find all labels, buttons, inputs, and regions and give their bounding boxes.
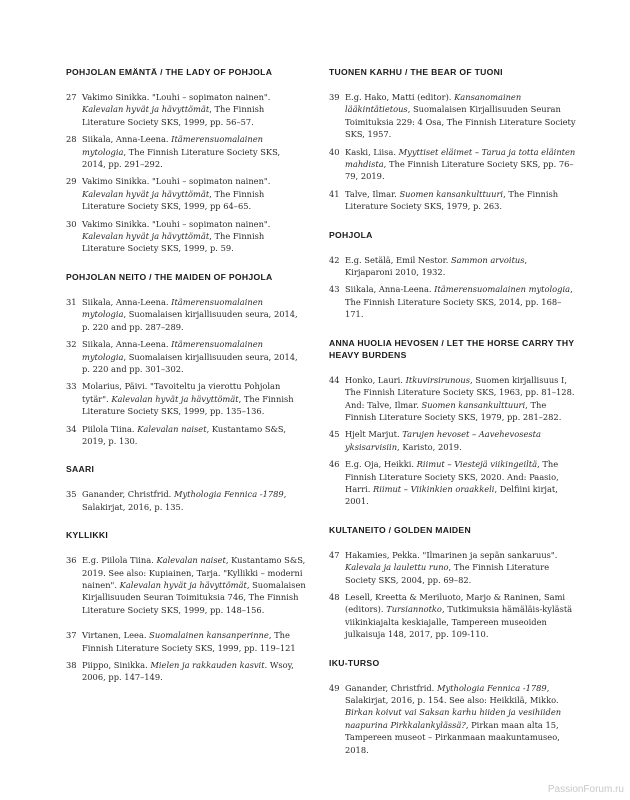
italic-title: Riimut – Viestejä viikingeiltä — [416, 459, 538, 470]
footnote — [66, 488, 306, 513]
citation-text: Lesell, Kreetta & Meriluoto, Marjo & Raninen, Sami (editors). — [345, 591, 566, 615]
citation-text: . Wsoy, 2006, pp. 147–149. — [82, 660, 294, 683]
section-heading: POHJOLAN NEITO / THE MAIDEN OF POHJOLA — [66, 271, 273, 282]
citation-text: E.g. Hako, Matti (editor). — [345, 92, 455, 102]
footnote — [66, 133, 306, 170]
italic-title: Tarujen hevoset – Aavehevosesta yksisarvisiin — [345, 429, 541, 452]
citation-text: , The Finnish Literature Society SKS, 1999, p. 59. — [82, 231, 265, 254]
footnote — [329, 254, 577, 279]
footnote-number: 41 — [329, 188, 340, 199]
citation-text: Hakamies, Pekka. "Ilmarinen ja sepän sankaruus". — [345, 549, 558, 560]
footnote-text — [82, 175, 306, 212]
right-column — [329, 66, 577, 772]
citation-text: , Salakirjat, 2016, p. 154. See also: Heikkilä, Mikko. — [345, 682, 559, 705]
footnote-text — [82, 338, 306, 375]
footnote-text — [345, 91, 577, 141]
footnote-text — [345, 283, 577, 320]
footnote — [329, 591, 577, 641]
footnote — [66, 659, 306, 684]
footnote-number: 47 — [329, 549, 340, 560]
notes-section — [329, 657, 577, 756]
footnote-text — [82, 659, 306, 684]
citation-text: , The Finnish Literature Society SKS, 1999, pp. 56–57. — [82, 104, 265, 127]
footnote-number: 36 — [66, 555, 77, 566]
footnote-text — [345, 254, 577, 279]
citation-text: , Kustantamo S&S, 2019, p. 130. — [82, 423, 286, 446]
footnote — [329, 188, 577, 213]
footnote-text — [82, 133, 306, 170]
italic-title: Kalevalan naiset — [137, 423, 207, 434]
footnote-text — [345, 458, 577, 508]
italic-title: Birkan koivut vai Saksan karhu hiiden ja vesihiiden naapurina Pirkkalankylässä? — [345, 707, 562, 730]
footnote — [329, 374, 577, 424]
notes-section — [329, 524, 577, 641]
footnote-number: 37 — [66, 630, 77, 641]
footnote — [329, 428, 577, 453]
footnote-number: 42 — [329, 254, 340, 265]
citation-text: E.g. Oja, Heikki. — [345, 459, 417, 470]
footnote-number: 31 — [66, 296, 77, 307]
citation-text: , Karisto, 2019. — [397, 441, 462, 452]
footnote — [329, 146, 577, 183]
footnote — [66, 91, 306, 128]
citation-text: E.g. Setälä, Emil Nestor. — [345, 254, 451, 265]
citation-text: Siikala, Anna-Leena. — [82, 296, 172, 307]
italic-title: Kansanomainen lääkintätietous — [345, 92, 522, 115]
footnote-number: 48 — [329, 591, 340, 602]
italic-title: Kalevala ja laulettu runo — [345, 562, 449, 573]
citation-text: Piippo, Sinikka. — [82, 660, 151, 670]
citation-text: Honko, Lauri. — [345, 374, 406, 385]
footnote-number: 45 — [329, 429, 340, 440]
footnote-number: 33 — [66, 381, 77, 392]
citation-text: Piilola Tiina. — [82, 423, 138, 434]
section-heading: SAARI — [66, 464, 95, 475]
footnote — [66, 554, 306, 616]
footnote — [329, 458, 577, 508]
citation-text: Siikala, Anna-Leena. — [82, 339, 172, 350]
italic-title: Itämerensuomalainen mytologia — [82, 296, 263, 320]
italic-title: Itkuvirsirunous — [405, 374, 471, 385]
footnote-text — [82, 629, 306, 654]
section-heading: KYLLIKKI — [66, 530, 109, 541]
footnote-text — [82, 91, 306, 128]
footnote — [66, 629, 306, 654]
footnote — [66, 423, 306, 448]
citation-text: , Salakirjat, 2016, p. 135. — [82, 489, 287, 512]
footnote — [66, 218, 306, 255]
footnote-number: 30 — [66, 218, 77, 229]
footnote-text — [82, 423, 306, 448]
footnote-number: 44 — [329, 374, 340, 385]
footnote-text — [345, 146, 577, 183]
notes-section — [66, 529, 306, 684]
footnote — [329, 283, 577, 320]
notes-section — [66, 463, 306, 513]
italic-title: Kalevalan hyvät ja hävyttömät — [111, 393, 239, 404]
citation-text: Vakimo Sinikka. "Louhi – sopimaton nainen". — [82, 92, 271, 102]
italic-title: Itämerensuomalainen mytologia — [82, 339, 263, 362]
citation-text: Talve, Ilmar. — [345, 188, 400, 199]
citation-text: E.g. Piilola Tiina. — [82, 555, 157, 566]
footnote-number: 49 — [329, 682, 340, 693]
citation-text: , The Finnish Literature Society SKS, 2014, pp. 168–171. — [345, 284, 573, 320]
citation-text: Siikala, Anna-Leena. — [82, 134, 172, 145]
italic-title: Kalevalan hyvät ja hävyttömät — [119, 579, 247, 590]
citation-text: , The Finnish Literature Society SKS, 1999, pp 64–65. — [82, 188, 265, 212]
italic-title: Myyttiset eläimet – Tarua ja totta eläinten mahdista — [345, 146, 576, 170]
italic-title: Itämerensuomalainen mytologia — [434, 284, 571, 295]
citation-text: , Kirjaparoni 2010, 1932. — [345, 254, 528, 278]
citation-text: Vakimo Sinikka. "Louhi – sopimaton nainen". — [82, 218, 271, 229]
citation-text: Molarius, Päivi. "Tavoiteltu ja vierottu Pohjolan tytär". — [82, 381, 281, 404]
footnote-text — [345, 374, 577, 424]
citation-text: Kaski, Liisa. — [345, 146, 399, 157]
citation-text: , The Finnish Literature Society SKS, 1979, pp. 281–282. — [345, 399, 562, 422]
citation-text: Ganander, Christfrid. — [345, 682, 437, 693]
citation-text: Virtanen, Leea. — [82, 630, 150, 641]
italic-title: Suomalainen kansanperinne — [149, 630, 269, 641]
notes-section — [66, 66, 306, 255]
italic-title: Suomen kansankulttuuri — [421, 399, 526, 410]
footnote — [66, 380, 306, 417]
footnote-number: 46 — [329, 459, 340, 470]
footnote-number: 40 — [329, 146, 340, 157]
citation-text: , The Finnish Literature Society SKS, 2004, pp. 69–82. — [345, 562, 550, 585]
citation-text: , The Finnish Literature Society SKS, 2020. And: Paasio, Harri. — [345, 459, 559, 494]
citation-text: , Pirkan maan alta 15, Tampereen museot – Pirkanmaan maakuntamuseo, 2018. — [345, 719, 560, 755]
citation-text: , The Finnish Literature Society SKS, 1979, p. 263. — [345, 188, 559, 212]
section-heading: KULTANEITO / GOLDEN MAIDEN — [329, 524, 471, 535]
citation-text: , Suomalaisen kirjallisuuden seura, 2014, p. 220 and pp. 287–289. — [82, 309, 298, 332]
italic-title: Tursiannotko — [386, 604, 442, 615]
footnote — [329, 549, 577, 586]
citation-text: , Suomalaisen Kirjallisuuden Seuran Toimituksia 229: 4 Osa, The Finnish Literature Society SKS, 1957. — [345, 104, 576, 140]
italic-title: Sammon arvoitus — [450, 254, 525, 265]
notes-section — [66, 271, 306, 447]
citation-text: Vakimo Sinikka. "Louhi – sopimaton nainen". — [82, 176, 271, 187]
footnote — [329, 91, 577, 141]
notes-section — [329, 66, 577, 213]
citation-text: , Delfiini kirjat, 2001. — [345, 483, 558, 507]
footnote-text — [345, 188, 577, 213]
footnote — [66, 338, 306, 375]
footnote — [66, 296, 306, 333]
footnote — [66, 175, 306, 212]
footnote-text — [345, 428, 577, 453]
footnote-number: 39 — [329, 92, 340, 102]
footnote-text — [82, 488, 306, 513]
citation-text: , Suomen kirjallisuus I, The Finnish Literature Society SKS, 1963, pp. 81–128. And: Talve, Ilmar. — [345, 374, 575, 410]
section-heading: IKU-TURSO — [329, 657, 380, 668]
footnote-text — [82, 218, 306, 255]
footnote-number: 32 — [66, 339, 77, 350]
footnote-number: 27 — [66, 92, 77, 102]
footnote-text — [345, 591, 577, 641]
citation-text: Ganander, Christfrid. — [82, 489, 174, 500]
section-heading: TUONEN KARHU / THE BEAR OF TUONI — [329, 67, 503, 77]
italic-title: Kalevalan hyvät ja hävyttömät — [82, 231, 210, 242]
italic-title: Riimut – Viikinkien oraakkeli — [373, 483, 495, 494]
italic-title: Suomen kansankulttuuri — [399, 188, 504, 199]
italic-title: Mielen ja rakkauden kasvit — [150, 660, 265, 670]
footnote-number: 38 — [66, 660, 77, 670]
citation-text: , The Finnish Literature Society SKS, 1999, pp. 135–136. — [82, 393, 294, 417]
footnote-number: 43 — [329, 284, 340, 295]
citation-text: , The Finnish Literature Society SKS, 2014, pp. 291–292. — [82, 146, 281, 170]
italic-title: Kalevalan hyvät ja hävyttömät — [82, 104, 210, 115]
italic-title: Kalevalan naiset — [156, 555, 226, 566]
citation-text: , The Finnish Literature Society SKS, 1999, pp. 119–121 — [82, 630, 296, 653]
notes-section — [329, 229, 577, 321]
footnote-text — [82, 554, 306, 616]
citation-text: , Suomalaisen Kirjallisuuden Seuran Toimituksia 746, The Finnish Literature Society SKS, 1999, pp. 148–156. — [82, 579, 306, 615]
footnote-number: 29 — [66, 176, 77, 187]
citation-text: , Suomalaisen kirjallisuuden seura, 2014, p. 220 and pp. 301–302. — [82, 351, 298, 374]
section-heading: POHJOLA — [329, 229, 373, 240]
citation-text: Hjelt Marjut. — [345, 429, 403, 440]
footnote — [329, 682, 577, 756]
section-heading: ANNA HUOLIA HEVOSEN / LET THE HORSE CARRY THY HEAVY BURDENS — [329, 337, 575, 360]
footnote-text — [82, 380, 306, 417]
italic-title: Mythologia Fennica -1789 — [173, 489, 284, 500]
watermark: PassionForum.ru — [547, 784, 624, 795]
italic-title: Mythologia Fennica -1789 — [436, 682, 547, 693]
footnote-text — [345, 682, 577, 756]
footnote-number: 28 — [66, 134, 77, 145]
left-column — [66, 66, 306, 700]
citation-text: Siikala, Anna-Leena. — [345, 284, 435, 295]
citation-text: , Kustantamo S&S, 2019. See also: Kupiainen, Tarja. "Kyllikki – moderni nainen". — [82, 555, 306, 590]
italic-title: Itämerensuomalainen mytologia — [82, 134, 263, 157]
footnote-number: 35 — [66, 489, 77, 500]
footnote-number: 34 — [66, 423, 77, 434]
notes-section — [329, 337, 577, 508]
citation-text: , Tutkimuksia hämäläis-kylästä viikinkiajalta keskiajalle, Tampereen museoiden julkaisuja 148, 2017, pp. 109-110. — [345, 604, 573, 640]
footnote-text — [82, 296, 306, 333]
italic-title: Kalevalan hyvät ja hävyttömät — [82, 188, 210, 199]
section-heading: POHJOLAN EMÄNTÄ / THE LADY OF POHJOLA — [66, 67, 273, 77]
footnote-text — [345, 549, 577, 586]
citation-text: , The Finnish Literature Society SKS, pp. 76–79, 2019. — [345, 159, 574, 182]
